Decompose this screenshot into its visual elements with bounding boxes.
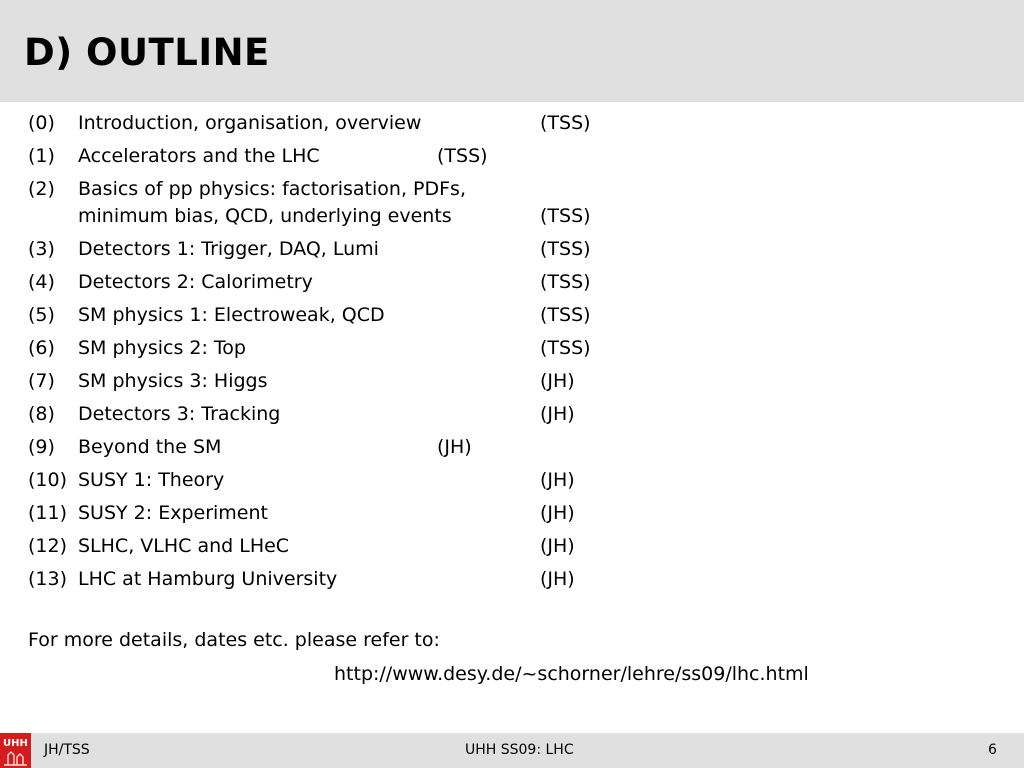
outline-item-number: (1): [28, 145, 55, 167]
slide-title: D) OUTLINE: [24, 31, 270, 74]
outline-item-title: SLHC, VLHC and LHeC: [78, 535, 290, 557]
outline-item-lecturer: (JH): [540, 403, 575, 425]
outline-item-title: Detectors 2: Calorimetry: [78, 271, 313, 293]
outline-item-number: (11): [28, 502, 68, 524]
outline-item-number: (8): [28, 403, 55, 425]
outline-item-title: Beyond the SM: [78, 436, 222, 458]
outline-item-number: (13): [28, 568, 68, 590]
footer-course: UHH SS09: LHC: [465, 742, 574, 758]
outline-item-number: (5): [28, 304, 55, 326]
outline-item-title: SUSY 2: Experiment: [78, 502, 268, 524]
outline-item-number: (12): [28, 535, 68, 557]
outline-item-number: (4): [28, 271, 55, 293]
outline-item-lecturer: (JH): [540, 535, 575, 557]
outline-item-number: (0): [28, 112, 55, 134]
svg-text:UHH: UHH: [3, 738, 28, 749]
outline-item-lecturer: (JH): [540, 370, 575, 392]
outline-item-lecturer: (TSS): [540, 112, 591, 134]
outline-item-lecturer: (JH): [437, 436, 472, 458]
outline-item-title: SM physics 1: Electroweak, QCD: [78, 304, 385, 326]
outline-item-number: (9): [28, 436, 55, 458]
outline-item-lecturer: (TSS): [540, 337, 591, 359]
outline-item-lecturer: (JH): [540, 469, 575, 491]
footer-page-number: 6: [988, 742, 997, 758]
outline-item-number: (7): [28, 370, 55, 392]
details-url-link[interactable]: http://www.desy.de/~schorner/lehre/ss09/lhc.html: [334, 663, 809, 685]
outline-item-lecturer: (TSS): [437, 145, 488, 167]
outline-item-title: LHC at Hamburg University: [78, 568, 338, 590]
outline-item-lecturer: (TSS): [540, 271, 591, 293]
outline-item-number: (10): [28, 469, 68, 491]
outline-item-number: (6): [28, 337, 55, 359]
outline-item-lecturer: (TSS): [540, 304, 591, 326]
outline-item-lecturer: (TSS): [540, 238, 591, 260]
outline-item-title: SM physics 3: Higgs: [78, 370, 268, 392]
outline-item-title: Introduction, organisation, overview: [78, 112, 422, 134]
outline-item-number: (3): [28, 238, 55, 260]
outline-item-number: (2): [28, 178, 55, 200]
outline-item-title: SUSY 1: Theory: [78, 469, 225, 491]
outline-item-title-continued: minimum bias, QCD, underlying events: [78, 205, 452, 227]
outline-item-title: Detectors 3: Tracking: [78, 403, 281, 425]
outline-item-lecturer: (JH): [540, 568, 575, 590]
outline-item-title: Accelerators and the LHC: [78, 145, 320, 167]
uhh-logo: [0, 733, 31, 768]
outline-item-lecturer: (JH): [540, 502, 575, 524]
outline-item-lecturer: (TSS): [540, 205, 591, 227]
outline-item-title: Detectors 1: Trigger, DAQ, Lumi: [78, 238, 379, 260]
outline-item-title: Basics of pp physics: factorisation, PDFs,: [78, 178, 466, 200]
slide-header: [0, 0, 1024, 102]
details-text: For more details, dates etc. please refer to:: [28, 629, 440, 651]
outline-item-title: SM physics 2: Top: [78, 337, 246, 359]
slide-footer: [0, 733, 1024, 768]
footer-authors: JH/TSS: [44, 742, 90, 758]
